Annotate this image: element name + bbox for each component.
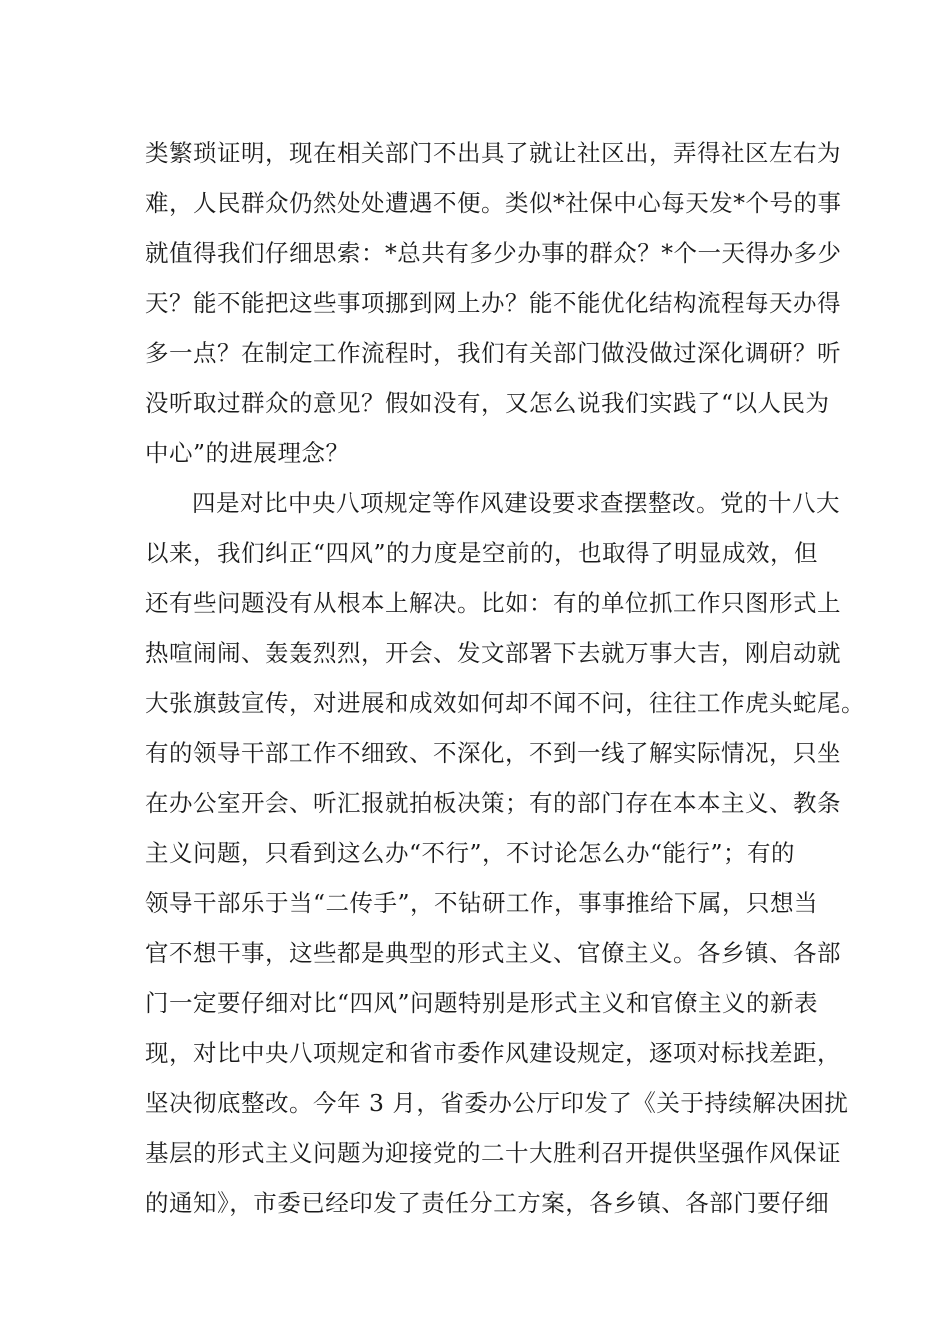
text-line: 门一定要仔细对比“四风”问题特别是形式主义和官僚主义的新表	[145, 989, 819, 1017]
text-line: 还有些问题没有从根本上解决。比如：有的单位抓工作只图形式上	[145, 589, 841, 617]
text-line: 有的领导干部工作不细致、不深化，不到一线了解实际情况，只坐	[145, 739, 841, 767]
text-line: 天？能不能把这些事项挪到网上办？能不能优化结构流程每天办得	[145, 289, 841, 317]
text-line: 领导干部乐于当“二传手”，不钻研工作，事事推给下属，只想当	[145, 889, 819, 917]
text-line: 类繁琐证明，现在相关部门不出具了就让社区出，弄得社区左右为	[145, 139, 841, 167]
text-line: 官不想干事，这些都是典型的形式主义、官僚主义。各乡镇、各部	[145, 939, 841, 967]
text-line: 没听取过群众的意见？假如没有，又怎么说我们实践了“以人民为	[145, 389, 830, 417]
text-line: 坚决彻底整改。今年 3 月，省委办公厅印发了《关于持续解决困扰	[145, 1089, 849, 1117]
text-line: 难，人民群众仍然处处遭遇不便。类似*社保中心每天发*个号的事	[145, 189, 842, 217]
paragraph-start-line: 四是对比中央八项规定等作风建设要求查摆整改。党的十八大	[192, 489, 840, 517]
text-line: 现，对比中央八项规定和省市委作风建设规定，逐项对标找差距，	[145, 1039, 841, 1067]
text-line: 大张旗鼓宣传，对进展和成效如何却不闻不问，往往工作虎头蛇尾。	[145, 689, 865, 717]
text-line: 中心”的进展理念？	[145, 439, 350, 467]
text-line: 热喧闹闹、轰轰烈烈，开会、发文部署下去就万事大吉，刚启动就	[145, 639, 841, 667]
text-line: 以来，我们纠正“四风”的力度是空前的，也取得了明显成效，但	[145, 539, 819, 567]
text-line: 主义问题，只看到这么办“不行”，不讨论怎么办“能行”；有的	[145, 839, 796, 867]
text-line: 的通知》，市委已经印发了责任分工方案，各乡镇、各部门要仔细	[145, 1189, 830, 1217]
text-line: 多一点？在制定工作流程时，我们有关部门做没做过深化调研？听	[145, 339, 841, 367]
text-line: 基层的形式主义问题为迎接党的二十大胜利召开提供坚强作风保证	[145, 1139, 841, 1167]
text-line: 在办公室开会、听汇报就拍板决策；有的部门存在本本主义、教条	[145, 789, 841, 817]
text-line: 就值得我们仔细思索：*总共有多少办事的群众？*个一天得办多少	[145, 239, 842, 267]
